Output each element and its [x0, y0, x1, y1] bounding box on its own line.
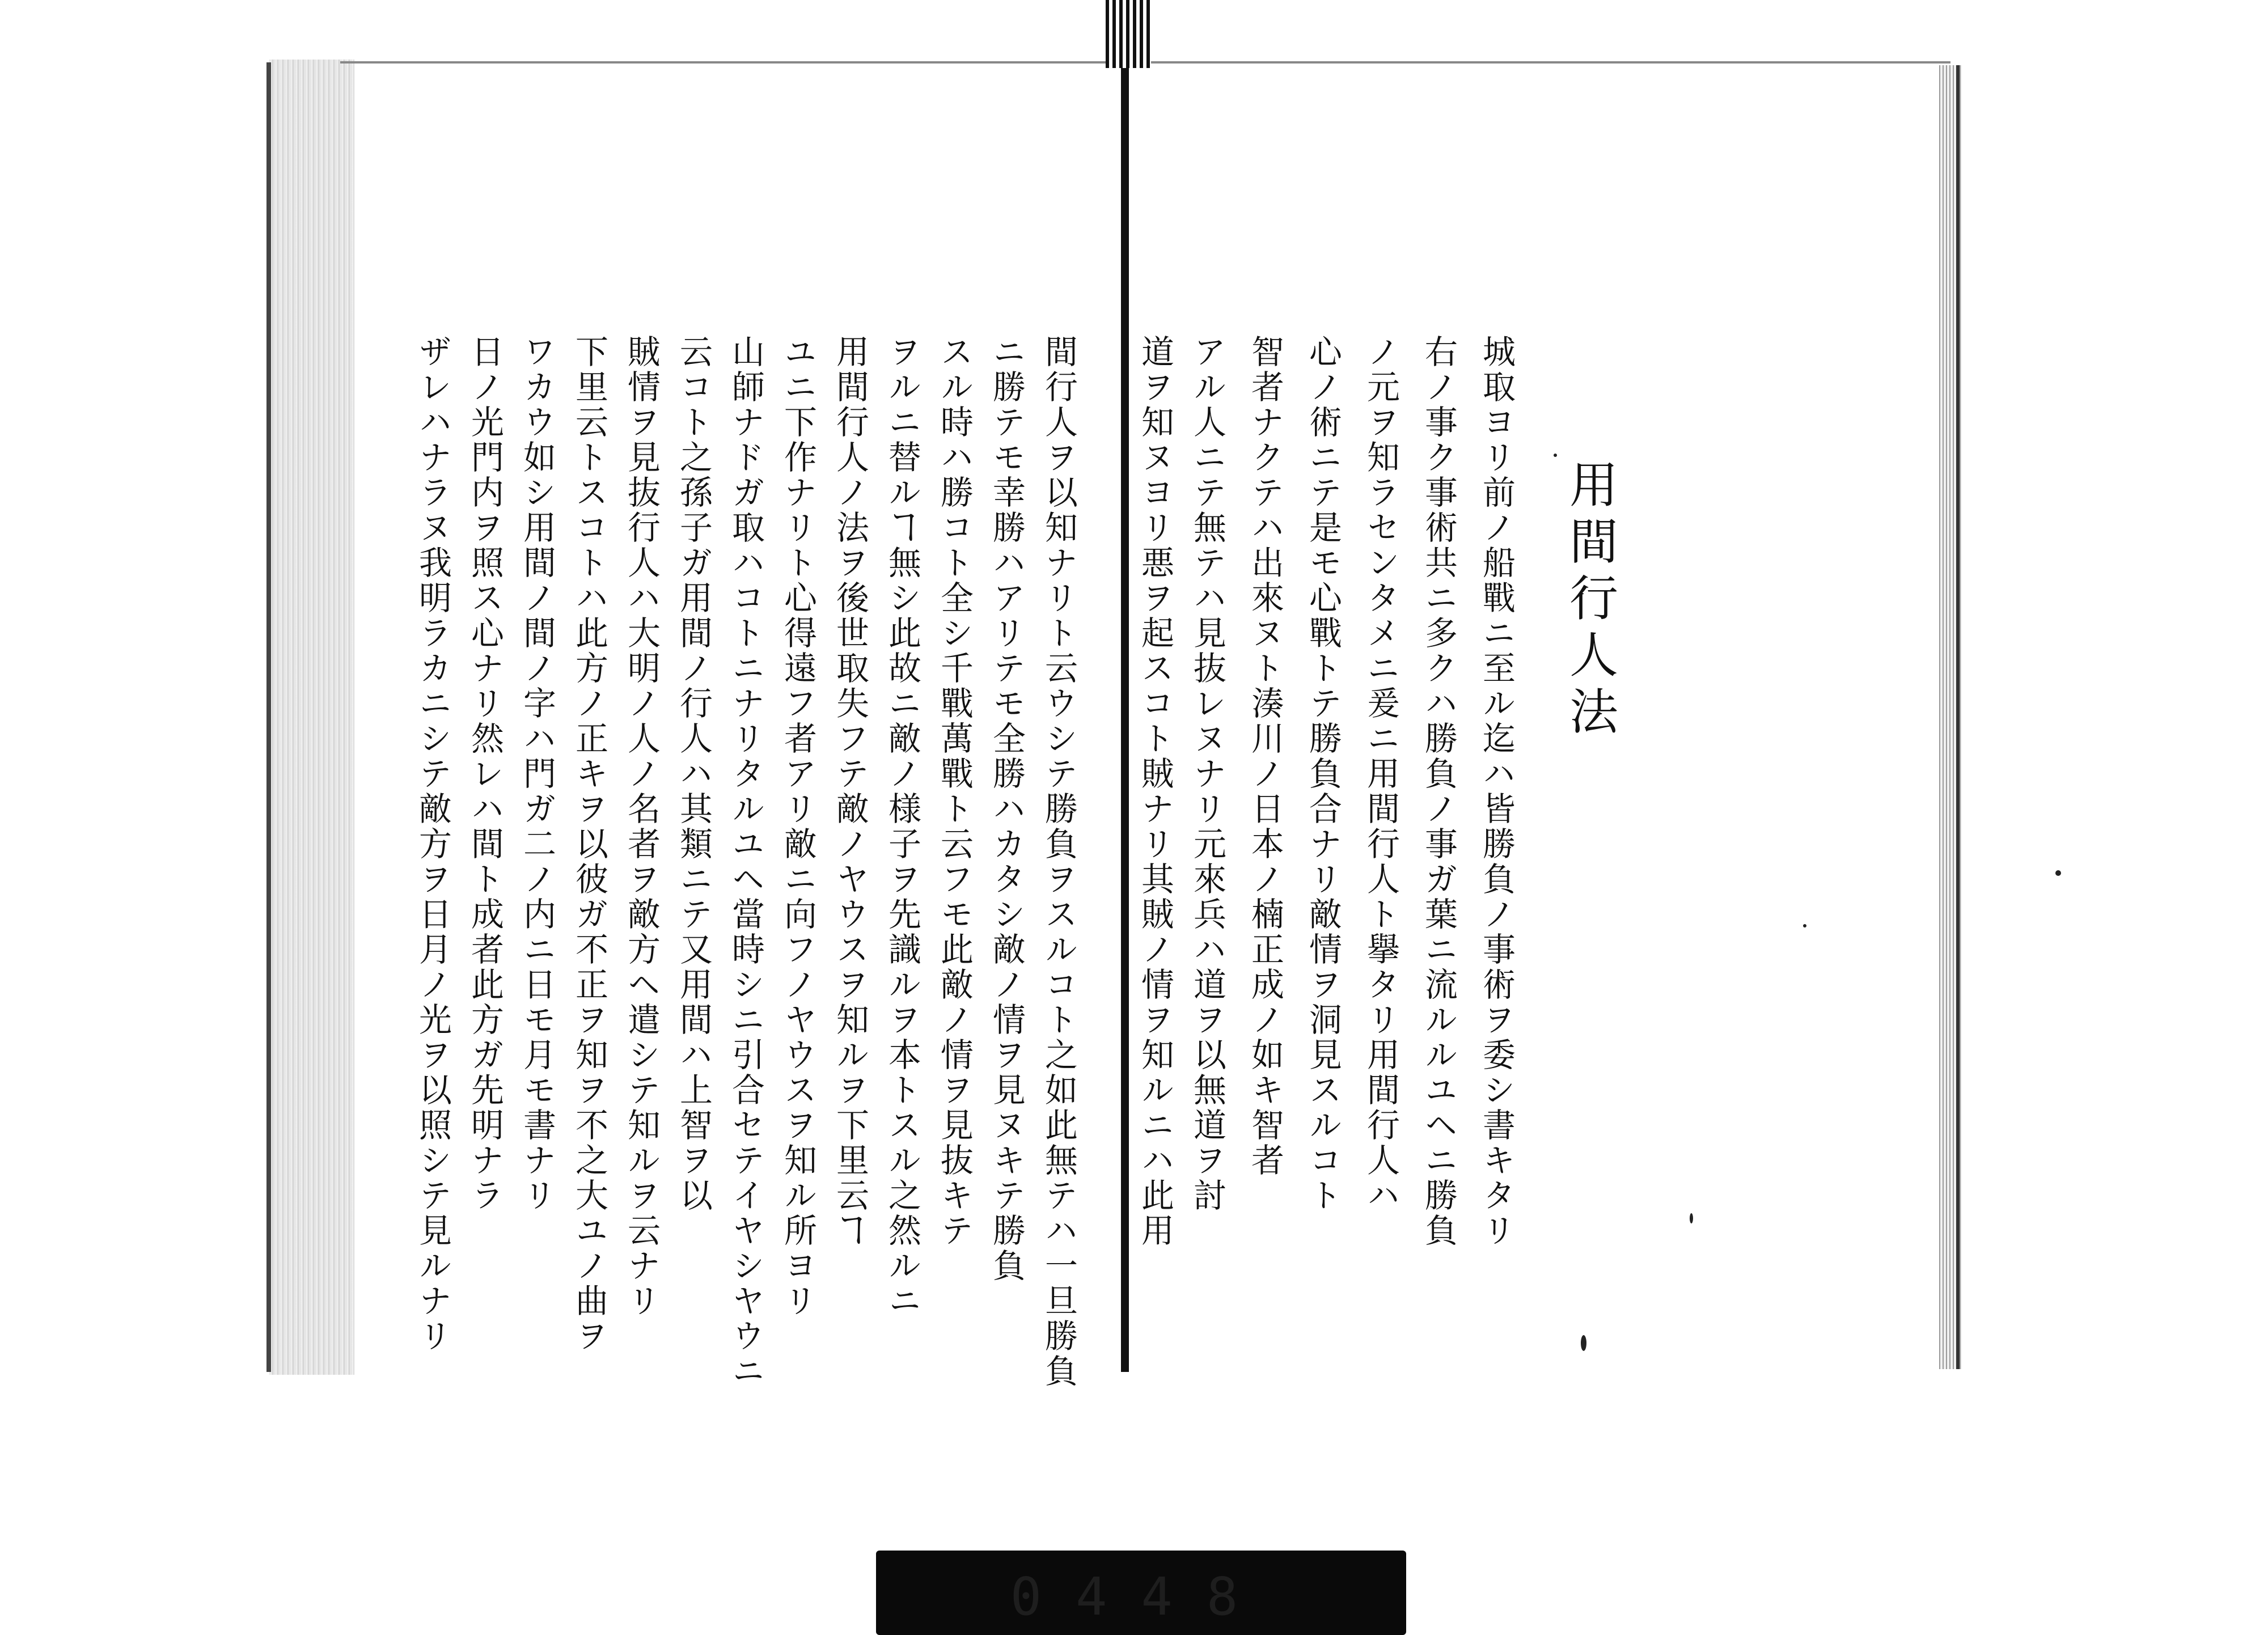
- manuscript-line-12: 用間行人ノ法ヲ後世取失フテ敵ノヤウスヲ知ルヲ下里云ヿ: [831, 334, 869, 1248]
- ink-speck: [1554, 454, 1557, 457]
- binding-spine-cap: [1106, 0, 1151, 68]
- ink-speck: [1803, 924, 1806, 927]
- manuscript-line-15: 云コト之孫子ガ用間ノ行人ハ其類ニテ又用間ハ上智ヲ以: [674, 334, 713, 1213]
- left-page-edge: [269, 60, 354, 1375]
- manuscript-line-20: ザレハナラヌ我明ラカニシテ敵方ヲ日月ノ光ヲ以照シテ見ルナリ: [413, 334, 452, 1354]
- binding-spine: [1121, 28, 1129, 1372]
- manuscript-line-5: 智者ナクテハ出來ヌト湊川ノ日本ノ楠正成ノ如キ智者: [1246, 334, 1284, 1178]
- right-page-top-border: [1140, 61, 1950, 63]
- manuscript-line-18: ワカウ如シ用間ノ間ノ字ハ門ガ二ノ内ニ日モ月モ書ナリ: [518, 334, 556, 1213]
- left-page-top-border: [340, 61, 1123, 63]
- manuscript-line-7: 道ヲ知ヌヨリ悪ヲ起スコト賊ナリ其賊ノ情ヲ知ルニハ此用: [1136, 334, 1174, 1248]
- page-title: 用間行人法: [1561, 459, 1618, 743]
- manuscript-line-10: スル時ハ勝コト全シ千戰萬戰ト云フモ此敵ノ情ヲ見抜キテ: [935, 334, 974, 1248]
- manuscript-line-8: 間行人ヲ以知ナリト云ウシテ勝負ヲスルコト之如此無テハ一旦勝負: [1039, 334, 1078, 1389]
- archive-stamp: [876, 1551, 1406, 1635]
- manuscript-line-3: ノ元ヲ知ラセンタメニ爰ニ用間行人ト擧タリ用間行人ハ: [1361, 334, 1400, 1213]
- manuscript-line-9: ニ勝テモ幸勝ハアリテモ全勝ハカタシ敵ノ情ヲ見ヌキテ勝負: [987, 334, 1026, 1284]
- manuscript-line-2: 右ノ事ク事術共ニ多クハ勝負ノ事ガ葉ニ流ルルユヘニ勝負: [1419, 334, 1458, 1248]
- manuscript-line-16: 賊情ヲ見抜行人ハ大明ノ人ノ名者ヲ敵方ヘ遣シテ知ルヲ云ナリ: [622, 334, 661, 1319]
- archive-stamp-number: 0448: [1010, 1566, 1272, 1627]
- manuscript-line-19: 日ノ光門内ヲ照ス心ナリ然レハ間ト成者此方ガ先明ナラ: [466, 334, 504, 1213]
- left-page-edge-outline: [266, 62, 271, 1372]
- manuscript-line-1: 城取ヨリ前ノ船戰ニ至ル迄ハ皆勝負ノ事術ヲ委シ書キタリ: [1477, 334, 1516, 1248]
- manuscript-line-14: 山師ナドガ取ハコトニナリタルユヘ當時シニ引合セテイヤシヤウニ: [726, 334, 765, 1389]
- manuscript-line-4: 心ノ術ニテ是モ心戰トテ勝負合ナリ敵情ヲ洞見スルコト: [1304, 334, 1342, 1213]
- manuscript-line-13: ユニ下作ナリト心得遠フ者アリ敵ニ向フノヤウスヲ知ル所ヨリ: [778, 334, 817, 1319]
- ink-speck: [1581, 1335, 1586, 1351]
- manuscript-line-6: アル人ニテ無テハ見抜レヌナリ元來兵ハ道ヲ以無道ヲ討: [1188, 334, 1226, 1213]
- right-page-edge-outline: [1956, 65, 1960, 1369]
- ink-speck: [2055, 870, 2061, 876]
- manuscript-line-17: 下里云トスコトハ此方ノ正キヲ以彼ガ不正ヲ知ヲ不之大ユノ曲ヲ: [570, 334, 608, 1354]
- ink-speck: [1690, 1213, 1693, 1223]
- manuscript-line-11: ヲルニ替ルヿ無シ此故ニ敵ノ様子ヲ先識ルヲ本トスル之然ルニ: [883, 334, 921, 1319]
